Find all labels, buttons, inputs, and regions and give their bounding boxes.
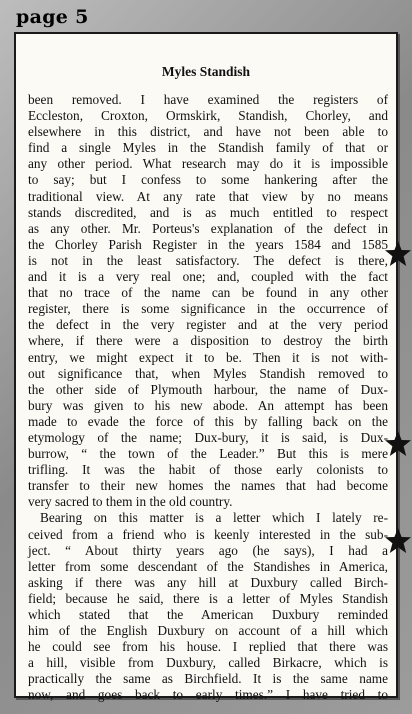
- document-page: [14, 32, 398, 703]
- text-line: him of the English Duxbury on account of a hill which: [28, 623, 388, 639]
- text-line: he could see from his house. I replied that there was: [28, 639, 388, 655]
- text-line: as any other. Mr. Porteus's explanation of the defect in: [28, 220, 388, 236]
- text-line: the defect in the very register and at the very period: [28, 317, 388, 333]
- text-line: entry, we might expect it to be. Then it is not with-: [28, 349, 388, 365]
- text-line: now, and goes back to early times.” I have tried to: [28, 687, 388, 703]
- text-line: traditional view. At any rate that view by no means: [28, 188, 388, 204]
- text-line: to say; but I confess to some hankering after the: [28, 172, 388, 188]
- text-line: field; because he said, there is a letter of Myles Standish: [28, 590, 388, 606]
- text-line: Eccleston, Croxton, Ormskirk, Standish, Chorley, and: [28, 108, 388, 124]
- text-line: etymology of the name; Dux-bury, it is said, is Dux-: [28, 429, 388, 445]
- star-icon: [384, 240, 412, 268]
- text-line: asking if there was any hill at Duxbury called Birch-: [28, 574, 388, 590]
- text-line: trifling. It was the habit of those early colonists to: [28, 462, 388, 478]
- text-line: the other side of Plymouth harbour, the name of Dux-: [28, 381, 388, 397]
- body-text: [28, 92, 388, 704]
- text-line: stands discredited, and is as much entitled to respect: [28, 204, 388, 220]
- text-line: burrow, “ the town of the Leader.” But this is mere: [28, 446, 388, 462]
- text-line: find a single Myles in the Standish family of that or: [28, 140, 388, 156]
- text-line: very sacred to them in the old country.: [28, 494, 233, 510]
- page-label: page 5: [16, 6, 89, 28]
- text-line: ject. “ About thirty years ago (he says), I had a: [28, 542, 388, 558]
- text-line: the Chorley Parish Register in the years 1584 and 1585: [28, 236, 388, 252]
- document-title: Myles Standish: [161, 64, 251, 79]
- text-line: where, if there were a disposition to destroy the birth: [28, 333, 388, 349]
- text-line: made to evade the force of this by falling back on the: [28, 413, 388, 429]
- text-line: practically the same as Birchfield. It is the same name: [28, 671, 388, 687]
- text-line: letter from some descendant of the Standishes in America,: [28, 558, 388, 574]
- star-icon: [384, 527, 412, 555]
- text-line: elsewhere in this district, and have not been able to: [28, 124, 388, 140]
- text-line: bury was given to his new abode. An attempt has been: [28, 397, 388, 413]
- text-line: is not in the least satisfactory. The defect is there,: [28, 252, 388, 268]
- text-line: Bearing on this matter is a letter which I lately re-: [40, 510, 388, 526]
- star-icon: [384, 430, 412, 458]
- text-line: transfer to their new homes the names that had become: [28, 478, 388, 494]
- text-line: any other period. What research may do it is impossible: [28, 156, 388, 172]
- text-line: that no trace of the name can be found in any other: [28, 285, 388, 301]
- text-line: which stated that the American Duxbury reminded: [28, 607, 388, 622]
- text-line: and it is a very real one; and, coupled with the fact: [28, 269, 388, 285]
- text-line: a hill, visible from Duxbury, called Birkacre, which is: [28, 655, 388, 671]
- text-line: been removed. I have examined the registers of: [28, 92, 388, 107]
- text-line: register, there is some significance in the occurrence of: [28, 301, 388, 317]
- text-line: ceived from a friend who is keenly interested in the sub-: [28, 526, 388, 542]
- text-line: out significance that, when Myles Standish removed to: [28, 365, 388, 381]
